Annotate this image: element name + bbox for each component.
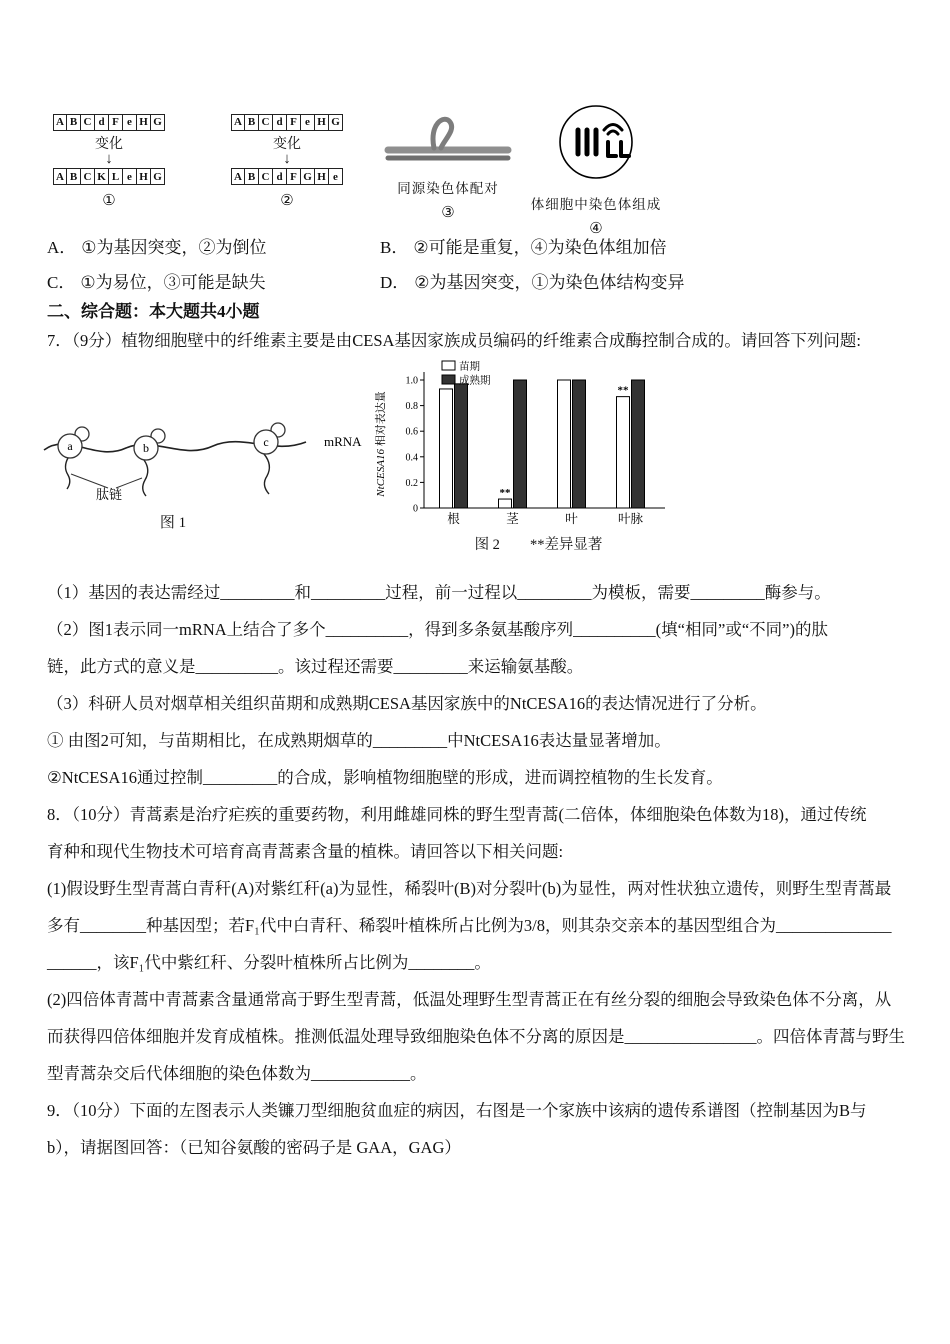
gene-cell: F: [287, 168, 301, 185]
diagram-3-chromosome-pairing: [368, 110, 528, 222]
gene-cell: C: [81, 114, 95, 131]
gene-sequence-bottom: [53, 168, 165, 185]
q7-blank-line-2a: （2）图1表示同一mRNA上结合了多个__________，得到多条氨基酸序列__________(填“相同”或“不同”)的肽: [47, 620, 828, 639]
gene-cell: H: [315, 114, 329, 131]
diagram-3-label: 同源染色体配对: [397, 181, 499, 196]
q7-blank-line-2b: 链，此方式的意义是__________。该过程还需要_________来运输氨基酸。: [47, 657, 584, 676]
gene-cell: F: [109, 114, 123, 131]
svg-text:叶: 叶: [565, 512, 578, 526]
gene-cell: A: [53, 168, 67, 185]
gene-sequence-top: [231, 114, 343, 131]
gene-cell: B: [245, 168, 259, 185]
gene-cell: H: [137, 168, 151, 185]
svg-text:**: **: [499, 487, 511, 500]
option-c-key: C．: [47, 273, 76, 292]
svg-text:0.2: 0.2: [405, 477, 418, 489]
gene-cell: A: [53, 114, 67, 131]
q8-line-2: 育种和现代生物技术可培育高青蒿素含量的植株。请回答以下相关问题:: [47, 842, 564, 861]
q8-line-4: 多有________种基因型；若F₁代中白青秆、稀裂叶植株所占比例为3/8，则其杂交亲本的基因型组合为______________: [47, 916, 892, 935]
expression-bar-chart: [372, 360, 672, 528]
question-text-block: [47, 574, 905, 1166]
down-arrow-icon: ↓: [283, 150, 291, 167]
gene-cell: G: [151, 168, 165, 185]
figure-2: [372, 360, 677, 554]
svg-text:叶脉: 叶脉: [617, 512, 644, 526]
option-d-key: D．: [380, 273, 410, 292]
svg-text:1.0: 1.0: [405, 375, 418, 387]
gene-cell: K: [95, 168, 109, 185]
gene-cell: e: [329, 168, 343, 185]
diagram-3-caption: ③: [441, 205, 455, 221]
svg-text:成熟期: 成熟期: [459, 375, 491, 387]
translation-diagram: [38, 362, 368, 504]
q9-line-1: 9．（10分）下面的左图表示人类镰刀型细胞贫血症的病因，右图是一个家族中该病的遗传系谱图（控制基因为B与: [47, 1101, 867, 1120]
gene-cell: C: [259, 114, 273, 131]
svg-text:0.4: 0.4: [405, 452, 418, 464]
option-a: [47, 233, 267, 258]
figure-1-caption: 图 1: [159, 515, 187, 531]
diagram-1-gene-change: [48, 112, 170, 210]
option-b: [380, 233, 667, 258]
ribosome-a-label: a: [67, 439, 73, 453]
q8-line-3: (1)假设野生型青蒿白青秆(A)对紫红秆(a)为显性，稀裂叶(B)对分裂叶(b)为显性，两对性状独立遗传，则野生型青蒿最: [47, 879, 892, 898]
svg-text:0.6: 0.6: [405, 426, 418, 438]
peptide-chain-label: 肽链: [96, 487, 123, 502]
gene-sequence-top: [53, 114, 165, 131]
question-7-intro: 7．（9分）植物细胞壁中的纤维素主要是由CESA基因家族成员编码的纤维素合成酶控制合成的。请回答下列问题:: [47, 331, 862, 350]
gene-cell: C: [259, 168, 273, 185]
diagram-4-karyotype: [526, 102, 666, 238]
option-b-text: ②可能是重复，④为染色体组加倍: [413, 238, 667, 257]
gene-cell: B: [245, 114, 259, 131]
option-b-key: B．: [380, 238, 409, 257]
svg-text:0: 0: [413, 503, 418, 515]
gene-cell: C: [81, 168, 95, 185]
q7-part3-intro: （3）科研人员对烟草相关组织苗期和成熟期CESA基因家族中的NtCESA16的表达情况进行了分析。: [47, 694, 767, 713]
diagram-4-label: 体细胞中染色体组成: [530, 197, 662, 212]
gene-cell: e: [123, 168, 137, 185]
gene-cell: A: [231, 168, 245, 185]
gene-cell: A: [231, 114, 245, 131]
q8-line-7: 而获得四倍体细胞并发育成植株。推测低温处理导致细胞染色体不分离的原因是________________。四倍体青蒿与野生: [47, 1027, 905, 1046]
svg-text:苗期: 苗期: [459, 361, 480, 373]
diagram-2-gene-change: [226, 112, 348, 210]
gene-cell: e: [301, 114, 315, 131]
option-c: [47, 268, 266, 293]
cell-chromosome-icon: [546, 102, 646, 184]
figure-2-caption-row: [372, 533, 677, 554]
section-header: 二、综合题：本大题共4小题: [47, 302, 260, 321]
q8-line-1: 8．（10分）青蒿素是治疗疟疾的重要药物，利用雌雄同株的野生型青蒿(二倍体，体细胞染色体数为18)，通过传统: [47, 805, 867, 824]
gene-cell: B: [67, 168, 81, 185]
diagram-2-caption: ②: [280, 193, 294, 209]
significance-note: **差异显著: [529, 537, 603, 553]
chromosome-pairing-icon: [378, 110, 518, 168]
q8-line-5: ______，该F₁代中紫红秆、分裂叶植株所占比例为________。: [47, 953, 491, 972]
option-a-key: A．: [47, 238, 77, 257]
gene-cell: H: [315, 168, 329, 185]
diagram-1-caption: ①: [102, 193, 116, 209]
svg-text:根: 根: [447, 512, 460, 526]
gene-cell: G: [151, 114, 165, 131]
q9-line-2: b），请据图回答：（已知谷氨酸的密码子是 GAA，GAG）: [47, 1138, 461, 1157]
gene-cell: d: [273, 168, 287, 185]
gene-cell: G: [329, 114, 343, 131]
gene-cell: H: [137, 114, 151, 131]
option-a-text: ①为基因突变，②为倒位: [81, 238, 267, 257]
svg-text:**: **: [617, 384, 629, 397]
figure-1: [38, 362, 368, 532]
figure-2-caption: 图 2: [474, 537, 500, 553]
q8-line-6: (2)四倍体青蒿中青蒿素含量通常高于野生型青蒿，低温处理野生型青蒿正在有丝分裂的细胞会导致染色体不分离，从: [47, 990, 892, 1009]
gene-sequence-bottom: [231, 168, 343, 185]
ribosome-c-label: c: [263, 435, 269, 449]
svg-text:0.8: 0.8: [405, 401, 418, 413]
option-d-text: ②为基因突变，①为染色体结构变异: [414, 273, 685, 292]
svg-text:茎: 茎: [506, 512, 519, 526]
gene-cell: d: [273, 114, 287, 131]
down-arrow-icon: ↓: [105, 150, 113, 167]
option-c-text: ①为易位，③可能是缺失: [80, 273, 266, 292]
q7-part3-sub1: ① 由图2可知，与苗期相比，在成熟期烟草的_________中NtCESA16表达量显著增加。: [47, 731, 671, 750]
gene-cell: e: [123, 114, 137, 131]
gene-cell: B: [67, 114, 81, 131]
gene-cell: G: [301, 168, 315, 185]
gene-cell: d: [95, 114, 109, 131]
gene-cell: F: [287, 114, 301, 131]
change-label: 变化: [273, 136, 301, 152]
q7-part3-sub2: ②NtCESA16通过控制_________的合成，影响植物细胞壁的形成，进而调控植物的生长发育。: [47, 768, 723, 787]
svg-text:NtCESA16 相对表达量: NtCESA16 相对表达量: [375, 391, 387, 497]
q8-line-8: 型青蒿杂交后代体细胞的染色体数为____________。: [47, 1064, 427, 1083]
change-label: 变化: [95, 136, 123, 152]
mrna-label: mRNA: [324, 434, 362, 449]
option-d: [380, 268, 685, 293]
diagram-4-caption: ④: [589, 221, 603, 237]
ribosome-b-label: b: [143, 441, 149, 455]
gene-cell: L: [109, 168, 123, 185]
q7-blank-line-1: （1）基因的表达需经过_________和_________过程，前一过程以_________为模板，需要_________酶参与。: [47, 583, 831, 602]
